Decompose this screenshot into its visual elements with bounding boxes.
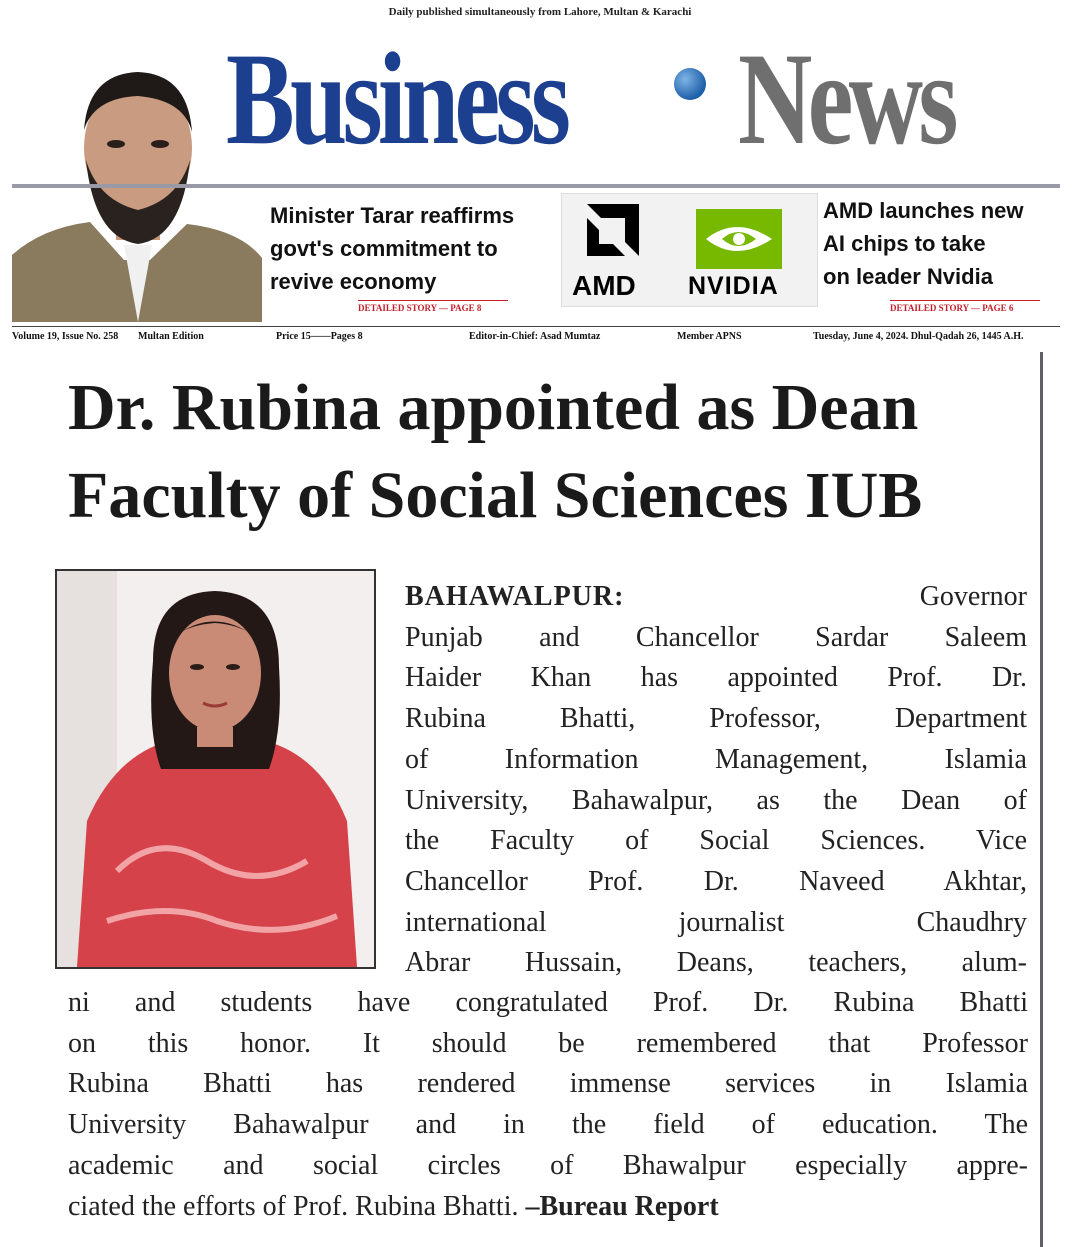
minister-portrait — [12, 40, 262, 322]
article-line: Abrar Hussain, Deans, teachers, alum- — [405, 947, 1027, 979]
dean-photo — [55, 569, 376, 969]
column-rule — [1040, 352, 1043, 1247]
article-last-line — [68, 1187, 1028, 1228]
article-text: Governor — [919, 581, 1027, 612]
tagline: Daily published simultaneously from Lahore, Multan & Karachi — [388, 6, 692, 18]
price-info: Price 15——Pages 8 — [276, 331, 363, 342]
globe-icon — [674, 68, 706, 100]
article-line: of Information Management, Islamia — [405, 743, 1027, 775]
volume-info: Volume 19, Issue No. 258 — [12, 331, 119, 342]
article-line: ni and students have congratulated Prof. Dr. Rubina Bhatti — [68, 987, 1028, 1018]
article-line: Punjab and Chancellor Sardar Saleem — [405, 621, 1027, 653]
headline-line: Faculty of Social Sciences IUB — [68, 459, 923, 532]
teaser-line: Minister Tarar reaffirms — [270, 203, 515, 228]
article-body-full — [68, 983, 1028, 1227]
article-line: University Bahawalpur and in the field of education. The — [68, 1109, 1028, 1141]
article-body-wrap — [405, 577, 1027, 984]
detailed-story-link-left[interactable]: DETAILED STORY — PAGE 8 — [358, 300, 508, 313]
masthead — [0, 0, 1080, 352]
amd-logo-icon — [583, 200, 643, 260]
member-info: Member APNS — [677, 331, 742, 342]
nvidia-wordmark: NVIDIA — [688, 272, 779, 300]
article-line: international journalist Chaudhry — [405, 906, 1027, 938]
article-line: academic and social circles of Bhawalpur especially appre- — [68, 1149, 1028, 1181]
article-headline — [68, 364, 1030, 540]
article-line: on this honor. It should be remembered that Professor — [68, 1027, 1028, 1059]
article-first-line — [405, 577, 1027, 618]
masthead-rule — [12, 184, 1060, 188]
teaser-line: govt's commitment to — [270, 236, 498, 261]
detailed-story-link-right[interactable]: DETAILED STORY — PAGE 6 — [890, 300, 1040, 313]
article-line: Rubina Bhatti, Professor, Department — [405, 703, 1027, 735]
newspaper-brand — [226, 22, 1056, 182]
dateline: BAHAWALPUR: — [405, 581, 625, 612]
teaser-line: AI chips to take — [823, 231, 986, 256]
teaser-story-right[interactable] — [823, 194, 1060, 293]
editor-info: Editor-in-Chief: Asad Mumtaz — [469, 331, 601, 342]
brand-business: Business — [226, 25, 567, 172]
article-line: the Faculty of Social Sciences. Vice — [405, 825, 1027, 857]
teaser-line: AMD launches new — [823, 198, 1024, 223]
headline-line: Dr. Rubina appointed as Dean — [68, 371, 919, 444]
edition-info: Multan Edition — [138, 331, 204, 342]
article-line: University, Bahawalpur, as the Dean of — [405, 784, 1027, 816]
article-line: Haider Khan has appointed Prof. Dr. — [405, 662, 1027, 694]
article-line: Chancellor Prof. Dr. Naveed Akhtar, — [405, 865, 1027, 897]
date-info: Tuesday, June 4, 2024. Dhul-Qadah 26, 1445 A.H. — [813, 331, 1024, 342]
teaser-line: revive economy — [270, 269, 437, 294]
nvidia-logo-icon — [696, 209, 782, 269]
brand-news: News — [738, 25, 954, 172]
amd-wordmark: AMD — [572, 270, 636, 301]
article-line: Rubina Bhatti has rendered immense services in Islamia — [68, 1068, 1028, 1100]
article-text: ciated the efforts of Prof. Rubina Bhatti. — [68, 1190, 519, 1222]
teaser-story-left[interactable] — [270, 199, 555, 298]
byline-credit: –Bureau Report — [525, 1190, 719, 1222]
issue-info-bar — [12, 326, 1060, 349]
teaser-line: on leader Nvidia — [823, 264, 993, 289]
